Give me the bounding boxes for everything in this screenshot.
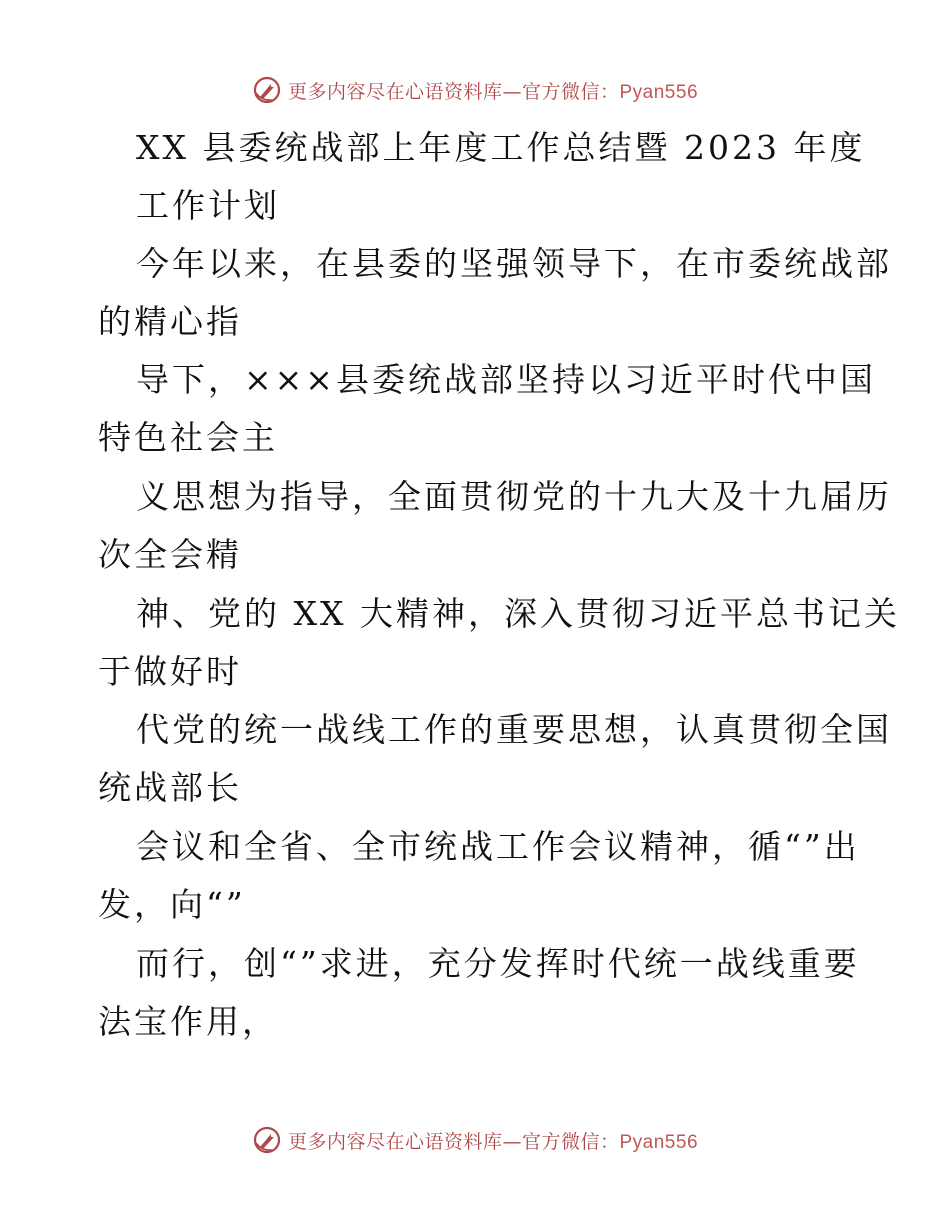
paragraph-line: 发，向“”	[98, 885, 246, 924]
footer-watermark	[0, 1122, 950, 1158]
paragraph-line: 的精心指	[98, 302, 242, 341]
header-watermark	[0, 72, 950, 108]
paragraph-line: 义思想为指导，全面贯彻党的十九大及十九届历	[136, 477, 892, 516]
paragraph-line: 会议和全省、全市统战工作会议精神，循“”出	[136, 827, 860, 866]
paragraph-line: 而行，创“”求进，充分发挥时代统一战线重要	[136, 944, 860, 983]
watermark-brand: Pyan556	[619, 1131, 699, 1153]
pen-nib-icon	[252, 1125, 282, 1155]
paragraph-line: 今年以来，在县委的坚强领导下，在市委统战部	[136, 244, 892, 283]
paragraph-line: 统战部长	[98, 768, 242, 807]
document-title-line-1: XX 县委统战部上年度工作总结暨 2023 年度	[136, 128, 866, 167]
paragraph-line: 法宝作用，	[98, 1002, 278, 1041]
pen-nib-icon	[252, 75, 282, 105]
watermark-text: 更多内容尽在心语资料库—官方微信：Pyan556	[287, 1130, 699, 1153]
paragraph-line: 于做好时	[98, 652, 242, 691]
paragraph-line: 代党的统一战线工作的重要思想，认真贯彻全国	[136, 710, 892, 749]
watermark-brand: Pyan556	[619, 81, 699, 103]
paragraph-line: 神、党的 XX 大精神，深入贯彻习近平总书记关	[136, 594, 900, 633]
paragraph-line: 次全会精	[98, 535, 242, 574]
watermark-text: 更多内容尽在心语资料库—官方微信：Pyan556	[287, 80, 699, 103]
document-title-line-2: 工作计划	[136, 186, 280, 225]
paragraph-line: 特色社会主	[98, 418, 278, 457]
paragraph-line: 导下，×××县委统战部坚持以习近平时代中国	[136, 360, 876, 399]
